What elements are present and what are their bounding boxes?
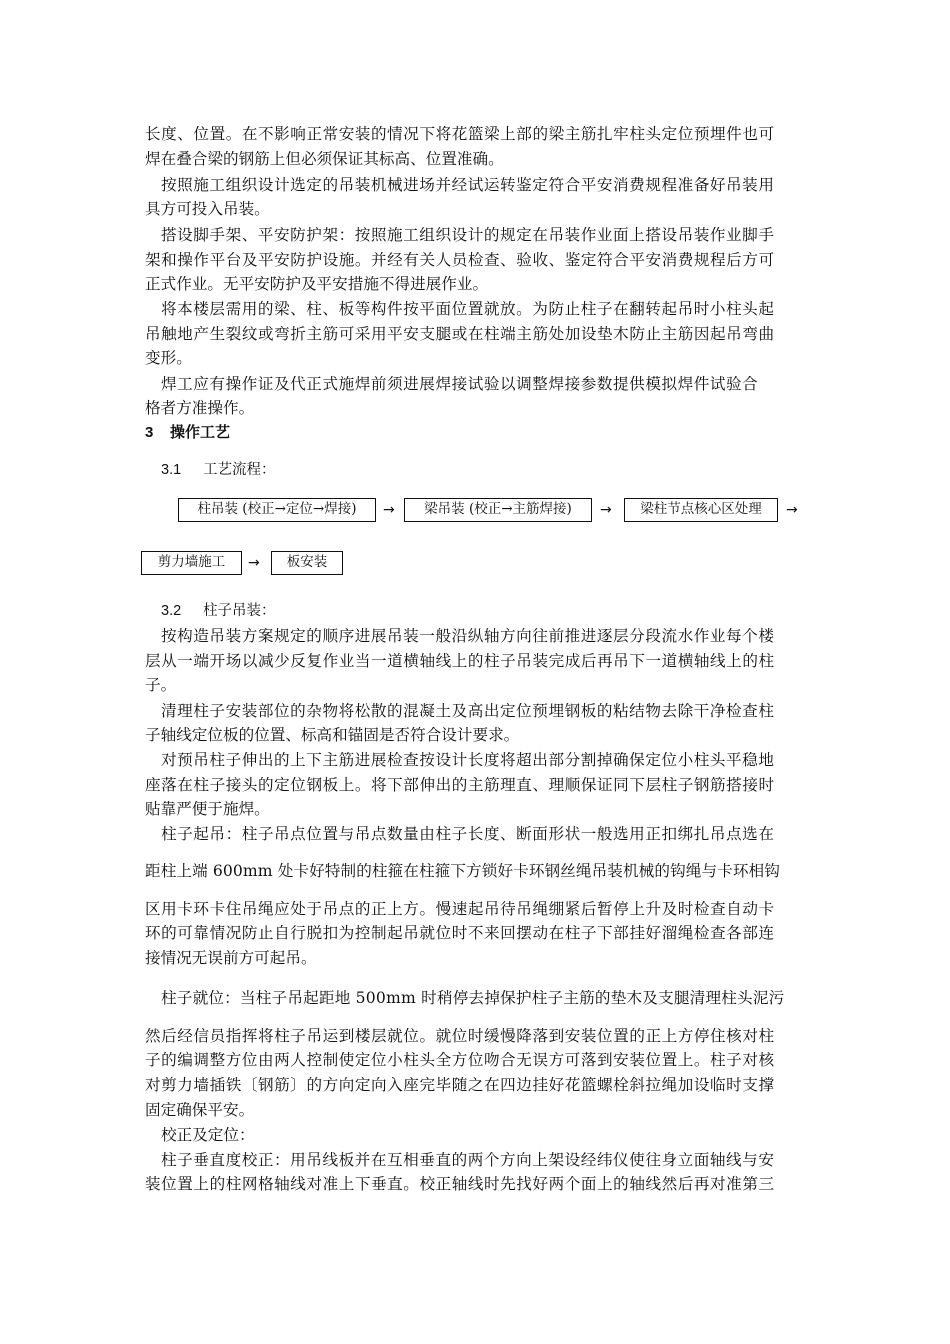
subsection-number: 3.2 (161, 603, 182, 619)
flow-step-shear-wall: 剪力墙施工 (141, 551, 242, 575)
flow-arrow-icon: → (383, 502, 395, 518)
flow-arrow-icon: → (786, 502, 798, 518)
text-line: 正式作业。无平安防护及平安措施不得进展作业。 (145, 275, 489, 293)
section-number: 3 (145, 424, 154, 441)
flow-arrow-icon: → (248, 555, 260, 571)
text-line: 贴靠严便于施焊。 (145, 800, 270, 818)
subsection-heading (0, 599, 950, 623)
text-line: 按构造吊装方案规定的顺序进展吊装一般沿纵轴方向往前推进逐层分段流水作业每个楼 (161, 627, 775, 645)
text-line: 固定确保平安。 (145, 1101, 255, 1119)
text-line: 座落在柱子接头的定位钢板上。将下部伸出的主筋理直、理顺保证同下层柱子钢筋搭接时 (145, 776, 775, 794)
subsection-heading (0, 458, 950, 482)
flow-step-beam-hoisting: 梁吊装 (校正→主筋焊接) (404, 498, 592, 522)
subsection-number: 3.1 (161, 462, 182, 478)
flow-step-slab: 板安装 (271, 551, 343, 575)
text-line: 按照施工组织设计选定的吊装机械进场并经试运转鉴定符合平安消费规程准备好吊装用 (161, 176, 775, 194)
section-heading (0, 421, 950, 445)
text-line: 子。 (145, 676, 177, 694)
text-line: 接情况无误前方可起吊。 (145, 949, 317, 967)
flow-arrow-icon: → (600, 502, 612, 518)
text-line: 长度、位置。在不影响正常安装的情况下将花篮梁上部的梁主筋扎牢柱头定位预埋件也可 (145, 125, 775, 143)
flow-step-column-hoisting: 柱吊装 (校正→定位→焊接) (178, 498, 376, 522)
section-title: 操作工艺 (170, 424, 231, 441)
text-line: 对剪力墙插铁〔钢筋〕的方向定向入座完毕随之在四边挂好花篮螺栓斜拉绳加设临时支撑 (145, 1076, 775, 1094)
subsection-title: 柱子吊装： (203, 603, 276, 619)
text-line: 搭设脚手架、平安防护架：按照施工组织设计的规定在吊装作业面上搭设吊装作业脚手 (161, 226, 775, 244)
text-line: 将本楼层需用的梁、柱、板等构件按平面位置就放。为防止柱子在翻转起吊时小柱头起 (161, 300, 775, 318)
subsection-title: 工艺流程： (203, 462, 276, 478)
text-line: 柱子起吊：柱子吊点位置与吊点数量由柱子长度、断面形状一般选用正扣绑扎吊点选在 (161, 825, 775, 843)
text-line: 清理柱子安装部位的杂物将松散的混凝土及高出定位预埋钢板的粘结物去除干净检查柱 (161, 702, 775, 720)
text-line: 变形。 (145, 349, 192, 367)
text-line: 具方可投入吊装。 (145, 200, 270, 218)
text-line: 距柱上端 600mm 处卡好特制的柱箍在柱箍下方锁好卡环钢丝绳吊装机械的钩绳与卡环相钩 (145, 862, 780, 880)
text-line: 对预吊柱子伸出的上下主筋进展检查按设计长度将超出部分割掉确保定位小柱头平稳地 (161, 751, 775, 769)
text-line: 柱子垂直度校正：用吊线板并在互相垂直的两个方向上架设经纬仪使往身立面轴线与安 (161, 1151, 775, 1169)
text-line: 柱子就位：当柱子吊起距地 500mm 时稍停去掉保护柱子主筋的垫木及支腿清理柱头泥污 (161, 989, 785, 1007)
text-line: 吊触地产生裂纹或弯折主筋可采用平安支腿或在柱端主筋处加设垫木防止主筋因起吊弯曲 (145, 325, 775, 343)
text-line: 区用卡环卡住吊绳应处于吊点的正上方。慢速起吊待吊绳绷紧后暂停上升及时检查自动卡 (145, 900, 775, 918)
text-line: 格者方准操作。 (145, 399, 255, 417)
text-line: 装位置上的柱网格轴线对准上下垂直。校正轴线时先找好两个面上的轴线然后再对准第三 (145, 1175, 775, 1193)
text-line: 层从一端开场以减少反复作业当一道横轴线上的柱子吊装完成后再吊下一道横轴线上的柱 (145, 652, 775, 670)
text-line: 环的可靠情况防止自行脱扣为控制起吊就位时不来回摆动在柱子下部挂好溜绳检查各部连 (145, 924, 775, 942)
text-line: 子的编调整方位由两人控制使定位小柱头全方位吻合无误方可落到安装位置上。柱子对核 (145, 1051, 775, 1069)
text-line: 焊工应有操作证及代正式施焊前须进展焊接试验以调整焊接参数提供模拟焊件试验合 (161, 375, 759, 393)
text-line: 然后经信员指挥将柱子吊运到楼层就位。就位时缓慢降落到安装位置的正上方停住核对柱 (145, 1027, 775, 1045)
text-line: 子轴线定位板的位置、标高和锚固是否符合设计要求。 (145, 726, 520, 744)
text-line: 校正及定位： (161, 1126, 255, 1144)
flow-step-joint-core: 梁柱节点核心区处理 (624, 498, 778, 522)
text-line: 焊在叠合梁的钢筋上但必须保证其标高、位置准确。 (145, 150, 504, 168)
text-line: 架和操作平台及平安防护设施。并经有关人员检查、验收、鉴定符合平安消费规程后方可 (145, 251, 775, 269)
